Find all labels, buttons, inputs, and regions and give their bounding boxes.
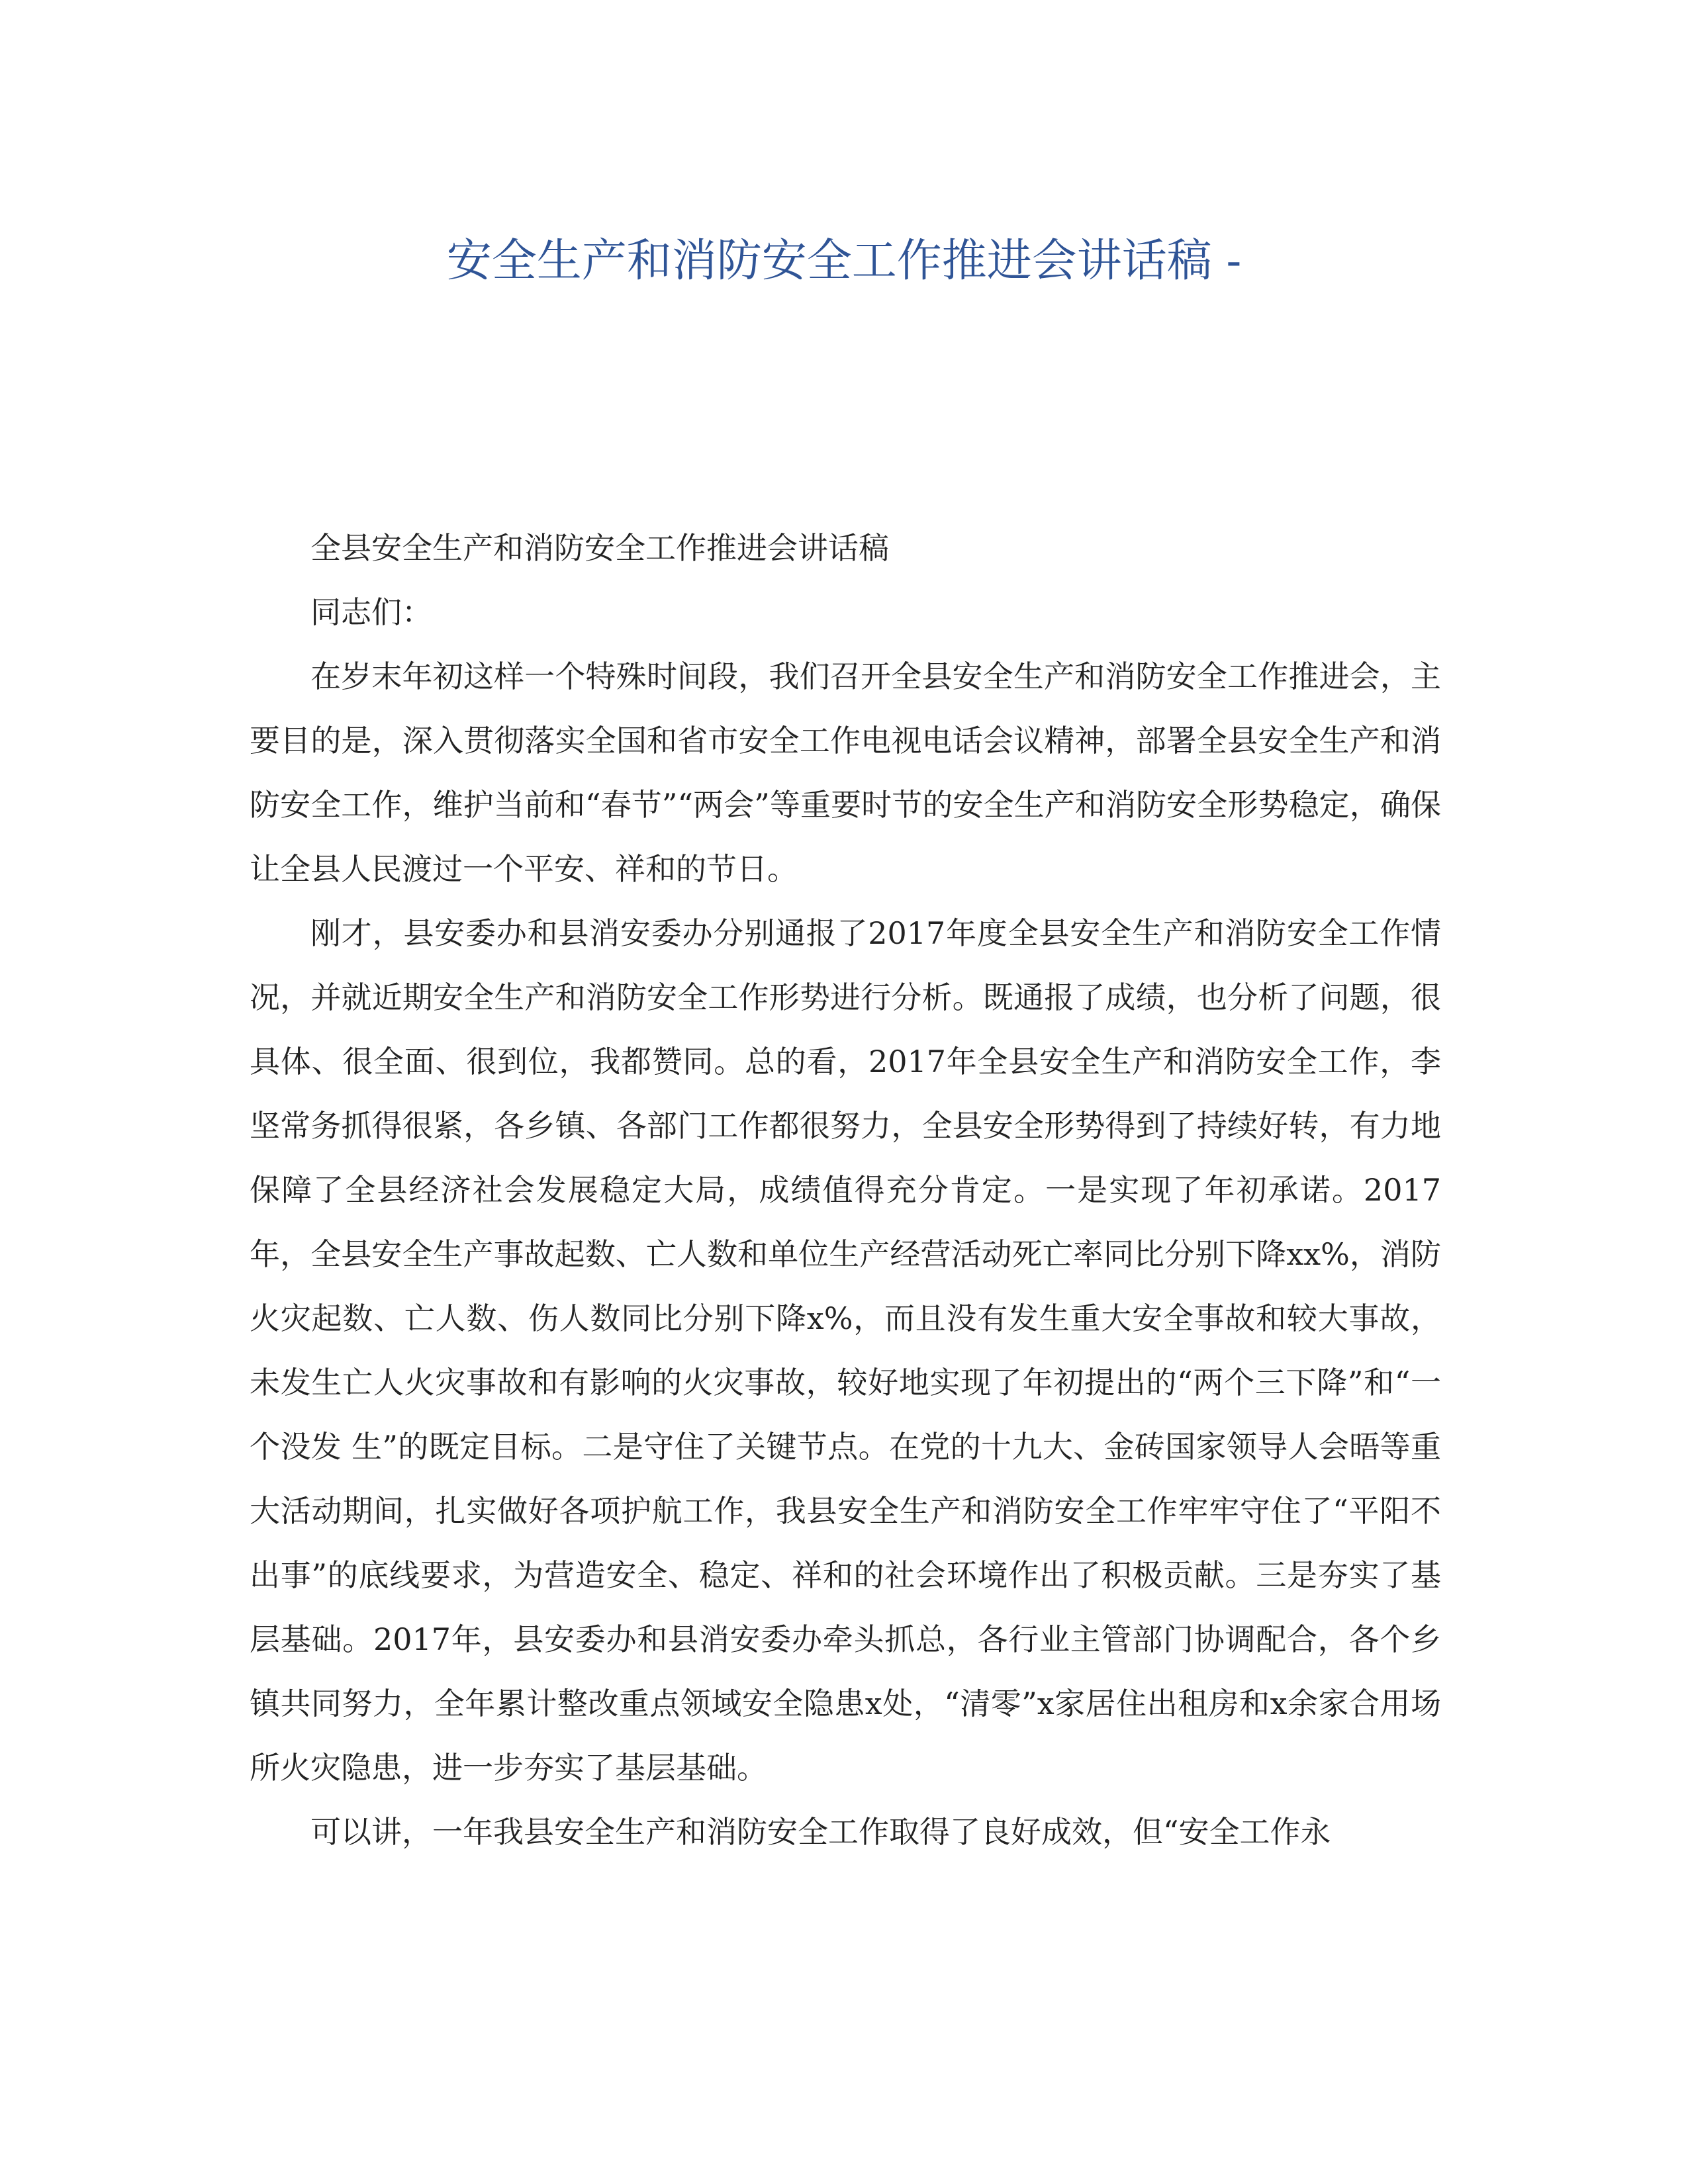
paragraph-review: 刚才，县安委办和县消安委办分别通报了2017年度全县安全生产和消防安全工作情况，并就近期安全生产和消防安全工作形势进行分析。既通报了成绩，也分析了问题，很具体、很全面、很到位，我都赞同。总的看，2017年全县安全生产和消防安全工作，李坚常务抓得很紧，各乡镇、各部门工作都很努力，全县安全形势得到了持续好转，有力地保障了全县经济社会发展稳定大局，成绩值得充分肯定。一是实现了年初承诺。2017年，全县安全生产事故起数、亡人数和单位生产经营活动死亡率同比分别下降xx%，消防火灾起数、亡人数、伤人数同比分别下降x%，而且没有发生重大安全事故和较大事故，未发生亡人火灾事故和有影响的火灾事故，较好地实现了年初提出的“两个三下降”和“一个没发 生”的既定目标。二是守住了关键节点。在党的十九大、金砖国家领导人会晤等重大活动期间，扎实做好各项护航工作，我县安全生产和消防安全工作牢牢守住了“平阳不出事”的底线要求，为营造安全、稳定、祥和的社会环境作出了积极贡献。三是夯实了基层基础。2017年，县安委办和县消安委办牵头抓总，各行业主管部门协调配合，各个乡镇共同努力，全年累计整改重点领域安全隐患x处，“清零”x家居住出租房和x余家合用场所火灾隐患，进一步夯实了基层基础。: [250, 915, 1442, 1786]
paragraph-subtitle: 全县安全生产和消防安全工作推进会讲话稿: [310, 530, 889, 566]
document-body: [250, 516, 1441, 1864]
paragraph-intro: 在岁末年初这样一个特殊时间段，我们召开全县安全生产和消防安全工作推进会，主要目的是，深入贯彻落实全国和省市安全工作电视电话会议精神，部署全县安全生产和消防安全工作，维护当前和“春节”“两会”等重要时节的安全生产和消防安全形势稳定，确保让全县人民渡过一个平安、祥和的节日。: [250, 659, 1441, 887]
document-title: 安全生产和消防安全工作推进会讲话稿 -: [446, 235, 1242, 287]
paragraph-salutation: 同志们：: [310, 594, 432, 630]
paragraph-continuation: 可以讲，一年我县安全生产和消防安全工作取得了良好成效，但“安全工作永: [310, 1814, 1331, 1850]
